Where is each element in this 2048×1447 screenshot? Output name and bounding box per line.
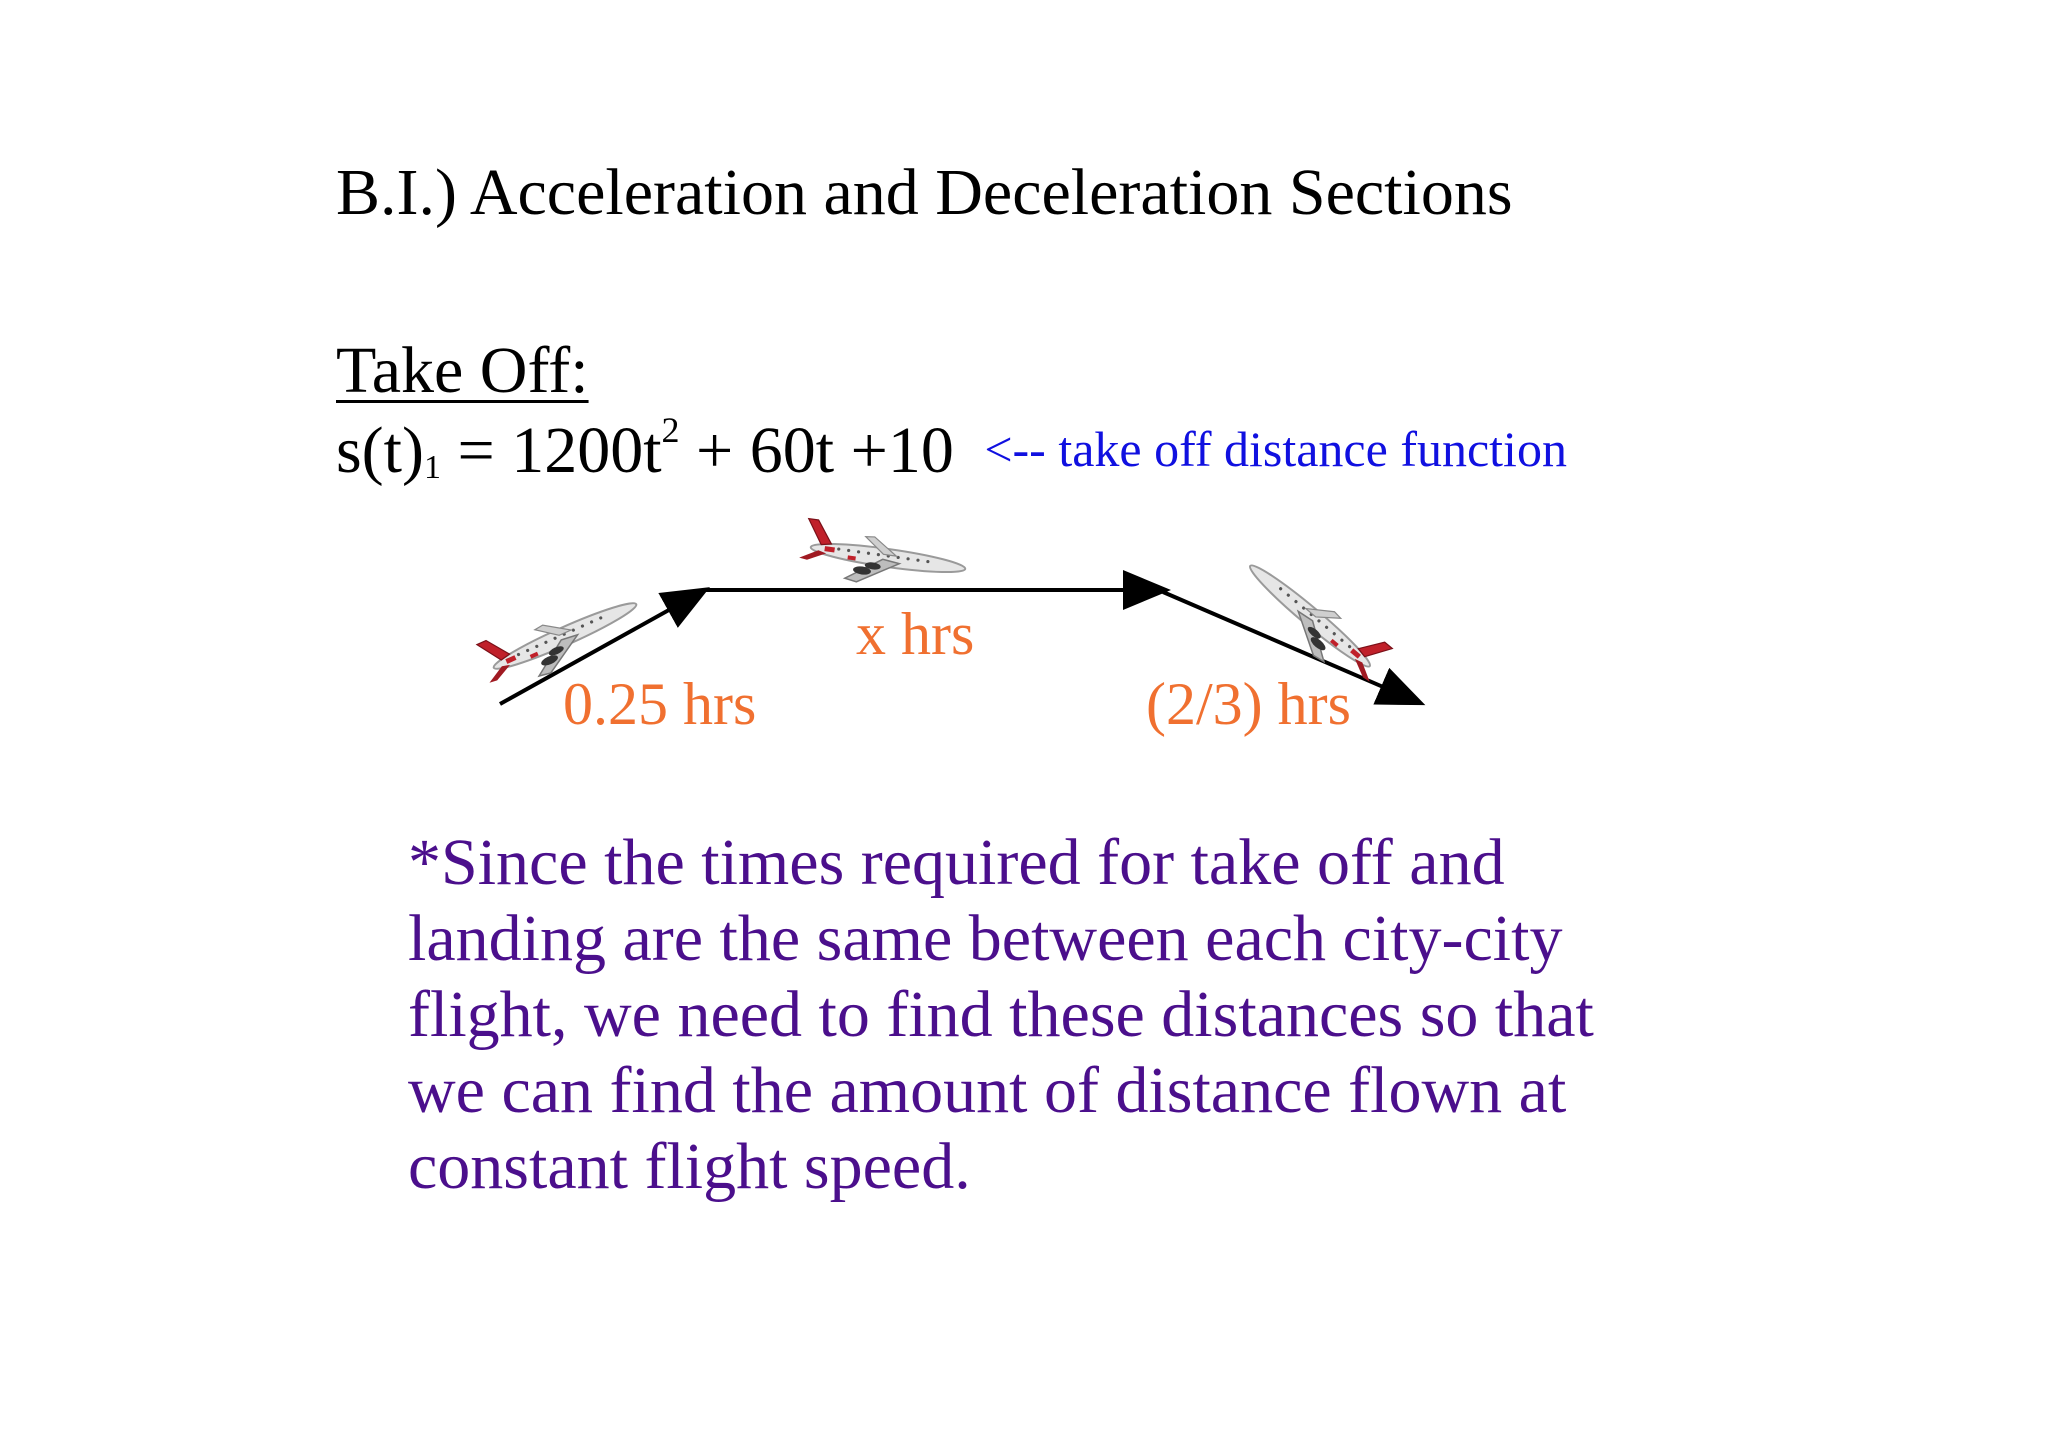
slide-title: B.I.) Acceleration and Deceleration Sections xyxy=(336,156,1513,229)
cruise-time-label: x hrs xyxy=(856,601,975,667)
note-line: we can find the amount of distance flown at xyxy=(408,1054,1567,1127)
airplane-cruise-icon xyxy=(797,518,969,597)
equation-exponent: 2 xyxy=(661,410,680,450)
note-line: constant flight speed. xyxy=(408,1130,971,1203)
explanation-note xyxy=(408,825,1648,1205)
equation-term1: = 1200t xyxy=(440,414,662,487)
equation-term2: + 60t +10 xyxy=(679,414,954,487)
note-line: landing are the same between each city-city xyxy=(408,902,1563,975)
equation-lhs: s(t) xyxy=(336,414,424,487)
note-line: *Since the times required for take off and xyxy=(408,826,1505,899)
equation-annotation: <-- take off distance function xyxy=(984,421,1567,477)
takeoff-heading: Take Off: xyxy=(336,334,589,407)
takeoff-time-label: 0.25 hrs xyxy=(563,671,757,737)
landing-time-label: (2/3) hrs xyxy=(1146,671,1351,737)
note-line: flight, we need to find these distances so that xyxy=(408,978,1594,1051)
equation-subscript: 1 xyxy=(423,449,441,486)
